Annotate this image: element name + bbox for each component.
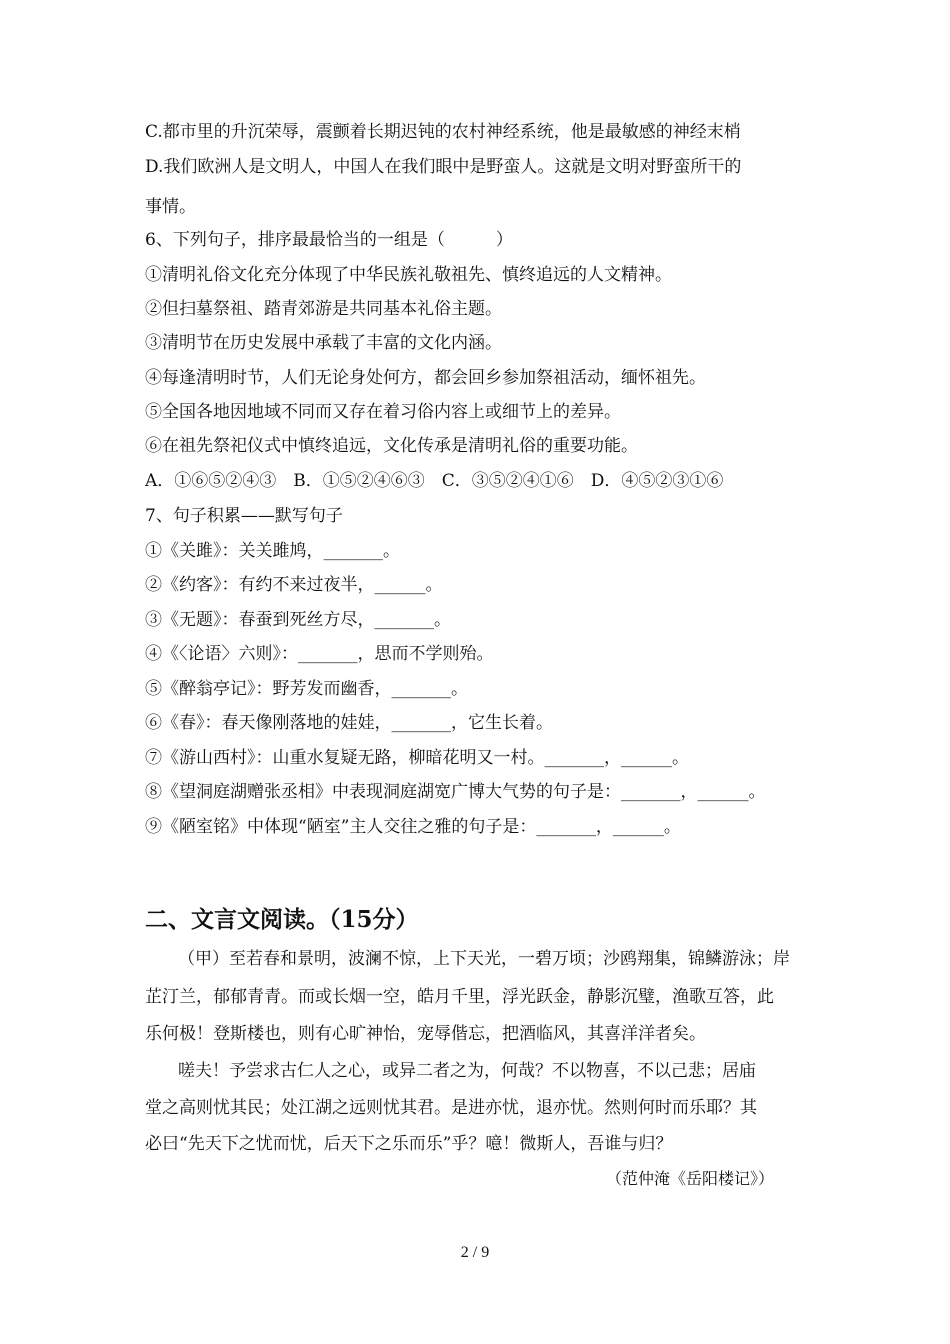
option-d-line: D.我们欧洲人是文明人，中国人在我们眼中是野蛮人。这就是文明对野蛮所干的	[145, 157, 742, 177]
dictation-1: ①《关雎》：关关雎鸠，_______。	[145, 541, 400, 561]
sentence-6: ⑥在祖先祭祀仪式中慎终追远，文化传承是清明礼俗的重要功能。	[145, 436, 638, 456]
passage-para1-line3: 乐何极！登斯楼也，则有心旷神怡，宠辱偕忘，把酒临风，其喜洋洋者矣。	[145, 1024, 706, 1044]
sentence-1: ①清明礼俗文化充分体现了中华民族礼敬祖先、慎终追远的人文精神。	[145, 265, 672, 285]
sentence-2: ②但扫墓祭祖、踏青郊游是共同基本礼俗主题。	[145, 299, 502, 319]
passage-para1-line1: （甲）至若春和景明，波澜不惊，上下天光，一碧万顷；沙鸥翔集，锦鳞游泳；岸	[178, 949, 790, 969]
dictation-6: ⑥《春》：春天像刚落地的娃娃，_______，它生长着。	[145, 713, 553, 733]
dictation-5: ⑤《醉翁亭记》：野芳发而幽香，_______。	[145, 679, 468, 699]
dictation-7: ⑦《游山西村》：山重水复疑无路，柳暗花明又一村。_______，______。	[145, 748, 689, 768]
dictation-3: ③《无题》：春蚕到死丝方尽，_______。	[145, 610, 451, 630]
dictation-8: ⑧《望洞庭湖赠张丞相》中表现洞庭湖宽广博大气势的句子是：_______，______。	[145, 782, 766, 802]
dictation-4: ④《〈论语〉六则》：_______，思而不学则殆。	[145, 644, 494, 664]
sentence-3: ③清明节在历史发展中承载了丰富的文化内涵。	[145, 333, 502, 353]
dictation-2: ②《约客》：有约不来过夜半，______。	[145, 575, 443, 595]
page-number: 2 / 9	[460, 1244, 490, 1261]
passage-source: （范仲淹《岳阳楼记》）	[606, 1169, 775, 1188]
passage-para1-line2: 芷汀兰，郁郁青青。而或长烟一空，皓月千里，浮光跃金，静影沉璧，渔歌互答，此	[145, 987, 774, 1007]
passage-para2-line1: 嗟夫！予尝求古仁人之心，或异二者之为，何哉？不以物喜，不以己悲；居庙	[178, 1061, 756, 1081]
section-title: 二、文言文阅读。（15分）	[145, 906, 419, 933]
sentence-4: ④每逢清明时节，人们无论身处何方，都会回乡参加祭祖活动，缅怀祖先。	[145, 368, 706, 388]
answer-options: A．①⑥⑤②④③ B．①⑤②④⑥③ C．③⑤②④①⑥ D．④⑤②③①⑥	[145, 471, 724, 491]
question-6: 6、下列句子，排序最最恰当的一组是（ ）	[145, 230, 513, 250]
question-7: 7、句子积累——默写句子	[145, 506, 343, 526]
option-d-line-cont: 事情。	[145, 197, 196, 217]
passage-para2-line3: 必曰“先天下之忧而忧，后天下之乐而乐”乎？噫！微斯人，吾谁与归？	[145, 1134, 673, 1154]
sentence-5: ⑤全国各地因地域不同而又存在着习俗内容上或细节上的差异。	[145, 402, 621, 422]
dictation-9: ⑨《陋室铭》中体现“陋室”主人交往之雅的句子是：_______，______。	[145, 817, 681, 837]
passage-para2-line2: 堂之高则忧其民；处江湖之远则忧其君。是进亦忧，退亦忧。然则何时而乐耶？其	[145, 1098, 757, 1118]
option-c-line: C.都市里的升沉荣辱，震颤着长期迟钝的农村神经系统，他是最敏感的神经末梢	[145, 122, 741, 142]
